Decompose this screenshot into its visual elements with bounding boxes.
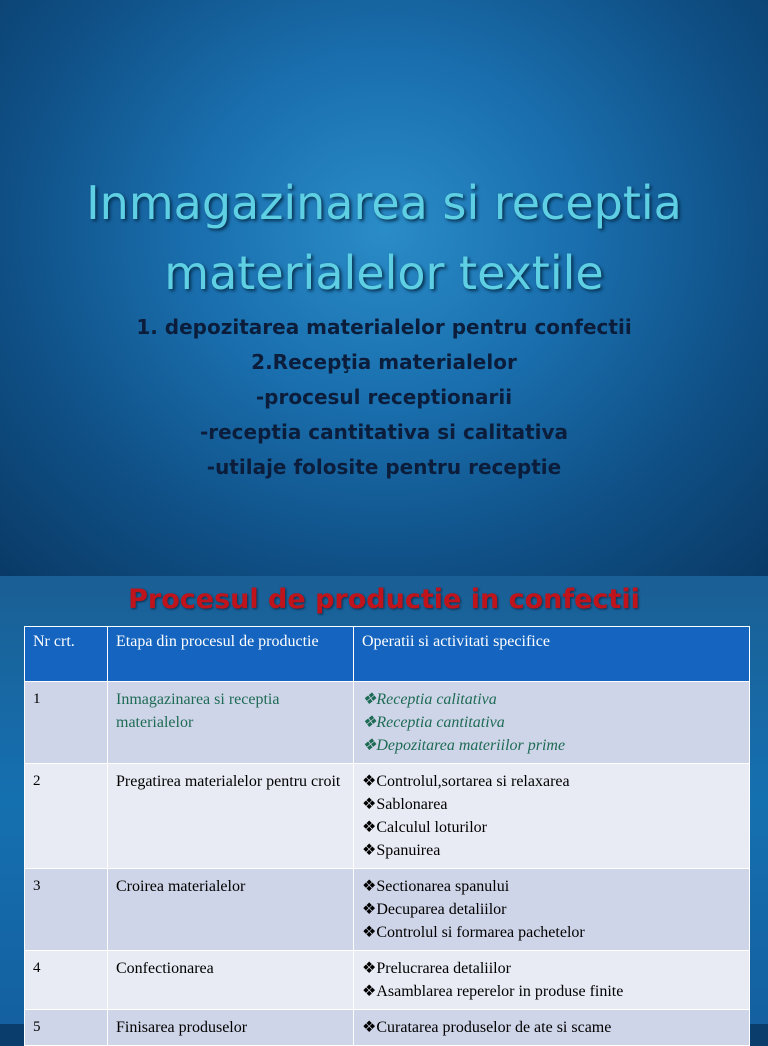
op-item: ❖Sectionarea spanului [362,878,510,895]
subtitle-3: -procesul receptionarii [255,385,513,409]
title-line-2: materialelor textile [164,246,604,300]
row-nr: 4 [25,951,108,1010]
slide-main-title [0,168,768,308]
op-item: ❖Depozitarea materiilor prime [362,737,566,754]
op-item: ❖Controlul,sortarea si relaxarea [362,773,570,790]
slide-subtitles [0,310,768,485]
header-operatii: Operatii si activitati specifice [354,627,750,682]
row-ops [354,682,750,764]
op-item: ❖Curatarea produselor de ate si scame [362,1019,612,1036]
row-ops [354,951,750,1010]
op-item: ❖Asamblarea reperelor in produse finite [362,983,624,1000]
row-etapa: Confectionarea [108,951,354,1010]
row-nr: 3 [25,869,108,951]
op-item: ❖Calculul loturilor [362,819,487,836]
row-etapa: Inmagazinarea si receptia materialelor [108,682,354,764]
header-nr: Nr crt. [25,627,108,682]
table-row [25,682,750,764]
subtitle-4: -receptia cantitativa si calitativa [199,420,569,444]
op-item: ❖Spanuirea [362,842,441,859]
op-item: ❖Controlul si formarea pachetelor [362,924,585,941]
op-item: ❖Receptia calitativa [362,691,497,708]
op-item: ❖Sablonarea [362,796,448,813]
table-row [25,951,750,1010]
row-ops [354,869,750,951]
op-item: ❖Receptia cantitativa [362,714,505,731]
subtitle-2: 2.Recepţia materialelor [251,350,517,374]
production-table [24,626,750,1046]
table-header-row [25,627,750,682]
table-row [25,1010,750,1046]
row-nr: 1 [25,682,108,764]
row-nr: 5 [25,1010,108,1046]
title-line-1: Inmagazinarea si receptia [86,176,682,230]
row-ops [354,764,750,869]
subtitle-5: -utilaje folosite pentru receptie [206,455,562,479]
table-row [25,764,750,869]
row-nr: 2 [25,764,108,869]
table-row [25,869,750,951]
header-etapa: Etapa din procesul de productie [108,627,354,682]
row-etapa: Pregatirea materialelor pentru croit [108,764,354,869]
table-slide-title: Procesul de productie in confectii [128,584,640,615]
row-ops [354,1010,750,1046]
op-item: ❖Prelucrarea detaliilor [362,960,511,977]
row-etapa: Croirea materialelor [108,869,354,951]
slide-table [0,576,768,1036]
op-item: ❖Decuparea detaliilor [362,901,507,918]
row-etapa: Finisarea produselor [108,1010,354,1046]
subtitle-1: 1. depozitarea materialelor pentru confectii [136,315,632,339]
